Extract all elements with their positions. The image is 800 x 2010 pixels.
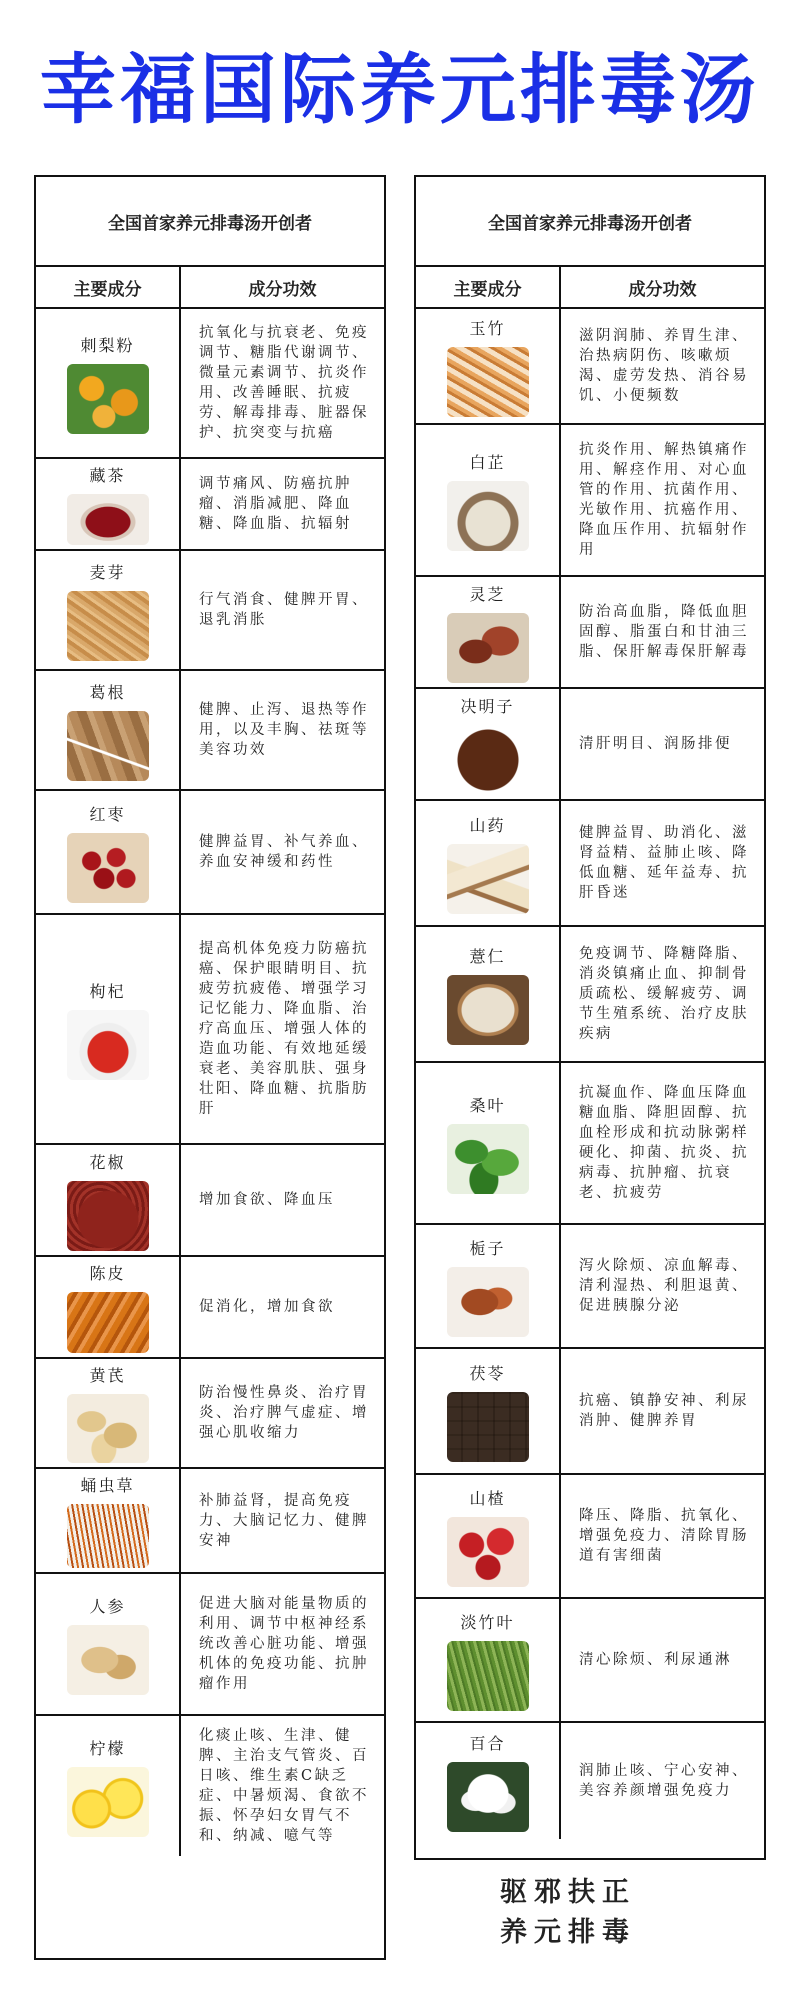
table-caption: 全国首家养元排毒汤开创者 [416, 177, 764, 267]
slogan-line-2: 养元排毒 [500, 1917, 636, 1948]
herb-name: 柠檬 [89, 1738, 126, 1758]
herb-effect: 抗氧化与抗衰老、免疫调节、糖脂代谢调节、微量元素调节、抗炎作用、改善睡眠、抗疲劳、解毒排毒、脏器保护、抗突变与抗癌 [199, 325, 369, 441]
baizhi-photo [447, 481, 529, 551]
herb-name: 山楂 [469, 1488, 506, 1508]
table-row [36, 791, 384, 915]
herb-effect: 泻火除烦、凉血解毒、清利湿热、利胆退黄、促进胰腺分泌 [579, 1258, 749, 1314]
table-row [416, 309, 764, 425]
maiya-photo [67, 591, 149, 661]
table-row [416, 1349, 764, 1475]
header-effect: 成分功效 [628, 279, 697, 300]
herb-effect: 抗炎作用、解热镇痛作用、解痉作用、对心血管的作用、抗菌作用、光敏作用、抗癌作用、降血压作用、抗辐射作用 [579, 442, 749, 558]
yiren-photo [447, 975, 529, 1045]
lingzhi-photo [447, 613, 529, 683]
herb-name: 灵芝 [469, 584, 506, 604]
header-ingredient: 主要成分 [36, 267, 181, 307]
table-row [36, 1359, 384, 1469]
table-row [416, 801, 764, 927]
herb-name: 茯苓 [469, 1363, 506, 1383]
herb-name: 决明子 [460, 696, 515, 716]
herb-name: 百合 [469, 1733, 506, 1753]
herb-effect: 降压、降脂、抗氧化、增强免疫力、清除胃肠道有害细菌 [579, 1508, 749, 1564]
fuling-photo [447, 1392, 529, 1462]
table-row [416, 689, 764, 801]
ningmeng-photo [67, 1767, 149, 1837]
herb-effect: 提高机体免疫力防癌抗癌、保护眼睛明目、抗疲劳抗疲倦、增强学习记忆能力、降血脂、治疗高血压、增强人体的造血功能、有效地延缓衰老、美容肌肤、强身壮阳、降血糖、抗脂肪肝 [199, 941, 369, 1117]
herb-name: 淡竹叶 [460, 1612, 515, 1632]
herb-effect: 滋阴润肺、养胃生津、治热病阴伤、咳嗽烦渴、虚劳发热、消谷易饥、小便频数 [579, 328, 749, 404]
herb-effect: 免疫调节、降糖降脂、消炎镇痛止血、抑制骨质疏松、缓解疲劳、调节生殖系统、治疗皮肤疾病 [579, 946, 749, 1042]
table-row [416, 1475, 764, 1599]
table-row [36, 1716, 384, 1856]
table-row [416, 1063, 764, 1225]
herb-name: 薏仁 [469, 946, 506, 966]
gouqi-photo [67, 1010, 149, 1080]
herb-name: 桑叶 [469, 1095, 506, 1115]
table-header-row [36, 267, 384, 309]
herb-effect: 清肝明目、润肠排便 [579, 736, 732, 752]
renshen-photo [67, 1625, 149, 1695]
danzhuye-photo [447, 1641, 529, 1711]
table-row [416, 1599, 764, 1723]
table-row [416, 577, 764, 689]
herb-name: 麦芽 [89, 562, 126, 582]
herb-effect: 行气消食、健脾开胃、退乳消胀 [199, 592, 369, 628]
herb-effect: 补肺益肾，提高免疫力、大脑记忆力、健脾安神 [199, 1492, 369, 1549]
table-row [36, 1145, 384, 1257]
hongzao-photo [67, 833, 149, 903]
herb-name: 红枣 [89, 804, 126, 824]
herb-name: 陈皮 [89, 1264, 126, 1283]
table-caption: 全国首家养元排毒汤开创者 [36, 177, 384, 267]
table-row [36, 1469, 384, 1574]
herb-effect: 抗凝血作、降血压降血糖血脂、降胆固醇、抗血栓形成和抗动脉粥样硬化、抑菌、抗炎、抗病毒、抗肿瘤、抗衰老、抗疲劳 [579, 1085, 749, 1201]
shanzha-photo [447, 1517, 529, 1587]
herb-name: 枸杞 [89, 981, 126, 1001]
herb-effect: 防治慢性鼻炎、治疗胃炎、治疗脾气虚症、增强心肌收缩力 [199, 1385, 369, 1441]
table-row [416, 1225, 764, 1349]
slogan-line-1: 驱邪扶正 [500, 1877, 636, 1908]
table-header-row [416, 267, 764, 309]
herb-name: 花椒 [89, 1152, 126, 1172]
herb-name: 葛根 [89, 682, 126, 702]
cili-photo [67, 364, 149, 434]
huangqi-photo [67, 1394, 149, 1463]
herb-effect: 健脾、止泻、退热等作用，以及丰胸、祛斑等美容功效 [199, 702, 369, 758]
herb-effect: 化痰止咳、生津、健脾、主治支气管炎、百日咳、维生素C缺乏症、中暑烦渴、食欲不振、怀孕妇女胃气不和、纳减、噫气等 [199, 1728, 369, 1844]
juemingzi-photo [447, 725, 529, 795]
left-ingredient-table [34, 175, 386, 1960]
herb-effect: 促消化，增加食欲 [199, 1299, 335, 1315]
herb-name: 栀子 [469, 1238, 506, 1258]
table-row [36, 671, 384, 791]
table-row [36, 1574, 384, 1716]
herb-effect: 增加食欲、降血压 [199, 1192, 335, 1208]
herb-effect: 抗癌、镇静安神、利尿消肿、健脾养胃 [579, 1393, 749, 1429]
table-row [36, 1257, 384, 1359]
zangcha-photo [67, 494, 149, 545]
header-effect: 成分功效 [248, 279, 317, 300]
table-row [416, 1723, 764, 1839]
herb-effect: 清心除烦、利尿通淋 [579, 1652, 732, 1668]
herb-effect: 健脾益胃、助消化、滋肾益精、益肺止咳、降低血糖、延年益寿、抗肝昏迷 [579, 825, 749, 901]
gegen-photo [67, 711, 149, 781]
herb-effect: 防治高血脂，降低血胆固醇、脂蛋白和甘油三脂、保肝解毒保肝解毒 [579, 604, 749, 660]
table-row [416, 425, 764, 577]
chongcao-photo [67, 1504, 149, 1568]
herb-effect: 健脾益胃、补气养血、养血安神缓和药性 [199, 834, 369, 870]
table-row [36, 459, 384, 551]
herb-name: 蛹虫草 [80, 1476, 135, 1495]
table-row [36, 915, 384, 1145]
table-row [36, 309, 384, 459]
herb-name: 玉竹 [469, 318, 506, 338]
herb-name: 刺梨粉 [80, 335, 135, 355]
shanyao-photo [447, 844, 529, 914]
herb-effect: 调节痛风、防癌抗肿瘤、消脂减肥、降血糖、降血脂、抗辐射 [199, 476, 352, 532]
herb-name: 白芷 [469, 452, 506, 472]
yuzhu-photo [447, 347, 529, 417]
page-title: 幸福国际养元排毒汤 [40, 45, 760, 134]
header-ingredient: 主要成分 [416, 267, 561, 307]
herb-effect: 促进大脑对能量物质的利用、调节中枢神经系统改善心脏功能、增强机体的免疫功能、抗肿瘤作用 [199, 1596, 369, 1692]
chenpi-photo [67, 1292, 149, 1353]
herb-name: 藏茶 [89, 466, 126, 485]
herb-effect: 润肺止咳、宁心安神、美容养颜增强免疫力 [579, 1763, 749, 1799]
herb-name: 山药 [469, 815, 506, 835]
table-row [36, 551, 384, 671]
baihe-photo [447, 1762, 529, 1832]
herb-name: 黄芪 [89, 1366, 126, 1385]
table-row [416, 927, 764, 1063]
right-ingredient-table [414, 175, 766, 1860]
herb-name: 人参 [89, 1596, 126, 1616]
sangye-photo [447, 1124, 529, 1194]
huajiao-photo [67, 1181, 149, 1251]
zhizi-photo [447, 1267, 529, 1337]
